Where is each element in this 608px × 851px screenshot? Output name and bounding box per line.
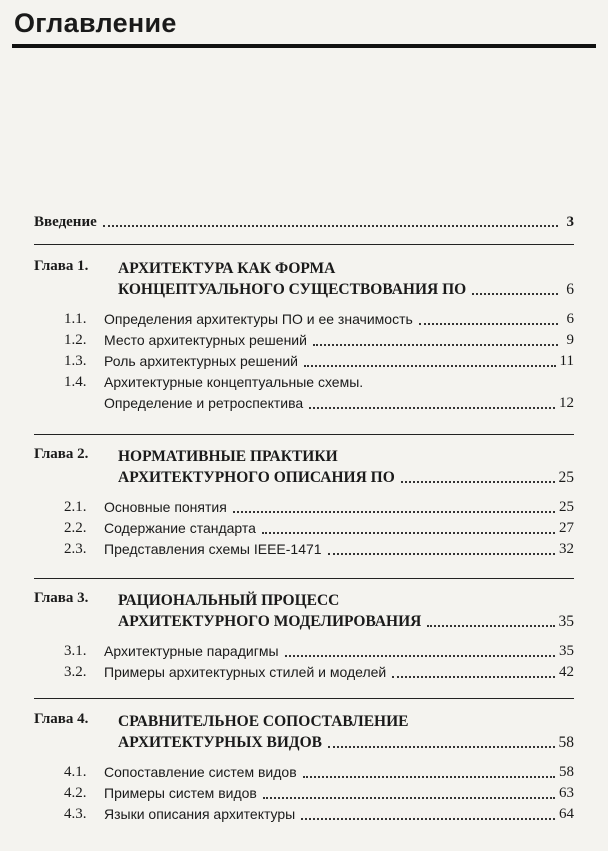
section-number: 1.1. [64, 311, 87, 327]
dot-leader [419, 323, 558, 325]
section-number: 4.1. [64, 764, 87, 780]
toc-entry-title: Введение [34, 214, 97, 230]
chapter-heading [34, 711, 574, 753]
chapter-label: Глава 4. [34, 711, 89, 727]
dot-leader [263, 797, 555, 799]
section-number: 2.3. [64, 541, 87, 557]
dot-leader [401, 481, 555, 483]
toc-page-number: 35 [558, 613, 574, 630]
dot-leader [309, 407, 555, 409]
toc-page-number: 25 [559, 499, 574, 515]
dot-leader [313, 344, 558, 346]
chapter-title-text: НОРМАТИВНЫЕ ПРАКТИКИ [118, 448, 338, 465]
toc-section-entry [34, 762, 574, 783]
section-list [34, 309, 574, 414]
toc-page-number: 12 [559, 395, 574, 411]
dot-leader [233, 511, 555, 513]
toc-page-number: 64 [559, 806, 574, 822]
section-number: 2.1. [64, 499, 87, 515]
toc-page-number: 35 [559, 643, 574, 659]
section-number: 2.2. [64, 520, 87, 536]
section-title: Языки описания архитектуры [104, 806, 296, 822]
section-divider [34, 244, 574, 245]
toc-page-number: 42 [559, 664, 574, 680]
chapter-title-line [34, 467, 574, 488]
section-list [34, 641, 574, 683]
page-header [12, 6, 596, 48]
dot-leader [392, 676, 555, 678]
chapter-title-text: АРХИТЕКТУРНЫХ ВИДОВ [118, 734, 322, 751]
toc-section-entry [34, 539, 574, 560]
toc-section-entry [34, 641, 574, 662]
chapter-label: Глава 3. [34, 590, 89, 606]
section-number: 3.2. [64, 664, 87, 680]
chapter-title-line [34, 279, 574, 300]
section-divider [34, 434, 574, 435]
chapter-title-line [34, 590, 574, 611]
table-of-contents [34, 212, 574, 822]
chapter-title-text: АРХИТЕКТУРНОГО МОДЕЛИРОВАНИЯ [118, 613, 422, 630]
section-divider [34, 698, 574, 699]
toc-page-number: 6 [566, 311, 574, 327]
title-underline [12, 44, 596, 48]
toc-section-entry [34, 309, 574, 330]
section-list [34, 762, 574, 825]
section-number: 4.3. [64, 806, 87, 822]
dot-leader [427, 625, 554, 627]
toc-page-number: 32 [559, 541, 574, 557]
section-title: Роль архитектурных решений [104, 353, 298, 369]
toc-chapter [34, 590, 574, 683]
toc-section-entry [34, 372, 574, 393]
chapter-title-line [34, 732, 574, 753]
chapter-title-text: АРХИТЕКТУРА КАК ФОРМА [118, 260, 336, 277]
section-number: 4.2. [64, 785, 87, 801]
toc-section-entry [34, 662, 574, 683]
section-title: Примеры систем видов [104, 785, 257, 801]
chapter-title-line [34, 711, 574, 732]
chapter-label: Глава 2. [34, 446, 89, 462]
chapter-label: Глава 1. [34, 258, 89, 274]
toc-page-number: 6 [566, 281, 574, 298]
chapter-heading [34, 590, 574, 632]
dot-leader [328, 746, 555, 748]
toc-section-entry [34, 330, 574, 351]
chapter-heading [34, 258, 574, 300]
toc-page-number: 63 [559, 785, 574, 801]
dot-leader [328, 553, 555, 555]
section-number: 1.2. [64, 332, 87, 348]
chapter-title-text: РАЦИОНАЛЬНЫЙ ПРОЦЕСС [118, 592, 340, 609]
section-title: Содержание стандарта [104, 520, 256, 536]
section-title: Архитектурные парадигмы [104, 643, 279, 659]
dot-leader [262, 532, 555, 534]
toc-page-number: 27 [559, 520, 574, 536]
toc-chapter [34, 258, 574, 414]
toc-section-entry [34, 804, 574, 825]
section-number: 1.4. [64, 374, 87, 390]
toc-section-entry [34, 351, 574, 372]
toc-entry-introduction [34, 212, 574, 232]
toc-section-entry [34, 783, 574, 804]
toc-section-entry [34, 497, 574, 518]
toc-section-entry [34, 393, 574, 414]
chapter-title-line [34, 258, 574, 279]
section-list [34, 497, 574, 560]
section-title: Определение и ретроспектива [104, 395, 304, 411]
toc-page-number: 58 [558, 734, 574, 751]
section-divider [34, 578, 574, 579]
chapter-title-line [34, 446, 574, 467]
section-title: Определения архитектуры ПО и ее значимость [104, 311, 413, 327]
toc-chapter [34, 711, 574, 825]
toc-page-number: 3 [566, 214, 574, 230]
dot-leader [303, 776, 555, 778]
chapter-title-text: АРХИТЕКТУРНОГО ОПИСАНИЯ ПО [118, 469, 395, 486]
toc-chapter [34, 446, 574, 560]
section-title: Представления схемы IEEE-1471 [104, 541, 322, 557]
section-title: Основные понятия [104, 499, 227, 515]
section-number: 3.1. [64, 643, 87, 659]
page-title: Оглавление [14, 8, 177, 38]
section-title: Примеры архитектурных стилей и моделей [104, 664, 387, 680]
toc-page-number: 58 [559, 764, 574, 780]
dot-leader [304, 365, 556, 367]
section-title: Сопоставление систем видов [104, 764, 297, 780]
section-title: Место архитектурных решений [104, 332, 307, 348]
chapter-title-line [34, 611, 574, 632]
toc-page-number: 25 [558, 469, 574, 486]
toc-page-number: 11 [559, 353, 574, 369]
section-title: Архитектурные концептуальные схемы. [104, 374, 364, 390]
toc-page-number: 9 [566, 332, 574, 348]
toc-section-entry [34, 518, 574, 539]
chapter-title-text: КОНЦЕПТУАЛЬНОГО СУЩЕСТВОВАНИЯ ПО [118, 281, 467, 298]
dot-leader [301, 818, 555, 820]
dot-leader [472, 293, 558, 295]
dot-leader [103, 225, 558, 227]
chapter-title-text: СРАВНИТЕЛЬНОЕ СОПОСТАВЛЕНИЕ [118, 713, 409, 730]
dot-leader [285, 655, 555, 657]
chapter-heading [34, 446, 574, 488]
section-number: 1.3. [64, 353, 87, 369]
